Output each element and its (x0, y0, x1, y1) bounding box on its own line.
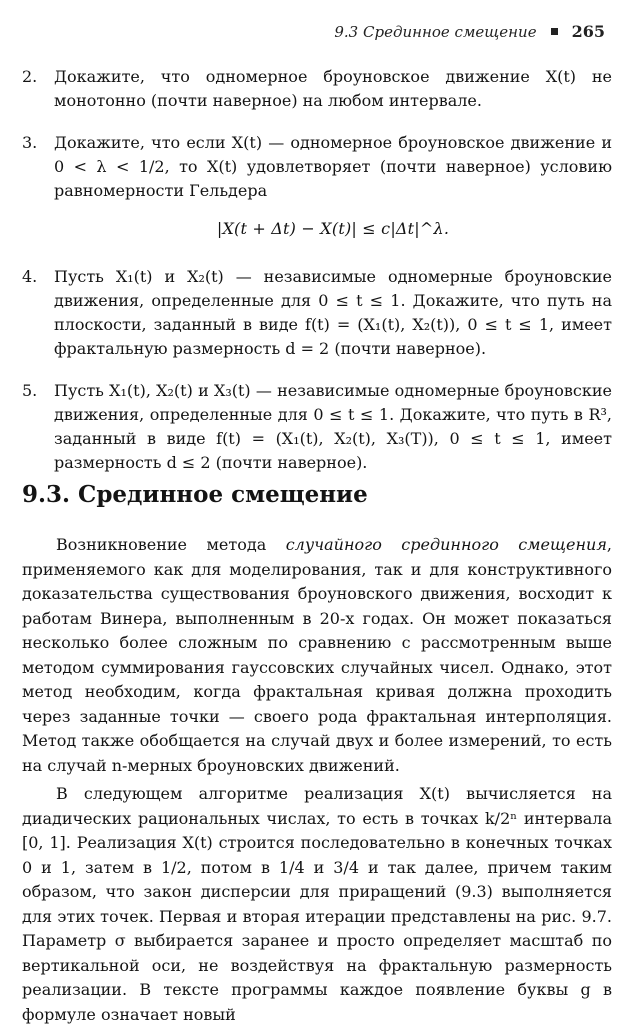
exercise-list (22, 65, 612, 493)
section-heading: 9.3. Срединное смещение (22, 481, 368, 508)
exercise-item (22, 65, 612, 113)
bullet-square-icon (551, 28, 558, 35)
running-header-section: 9.3 Срединное смещение (334, 22, 537, 41)
emphasized-term: случайного срединного смещения (285, 535, 607, 554)
exercise-text: Докажите, что если X(t) — одномерное броуновское движение и 0 < λ < 1/2, то X(t) удовлетворяет (почти наверное) условию равномерности Гельдера (54, 133, 612, 200)
exercise-number: 4. (22, 267, 38, 286)
paragraph-text: , применяемого как для моделирования, так и для конструктивного доказательства существования броуновского движения, восходит к работам Винера, выполненным в 20-х годах. Он может показаться несколько более сложным по сравнению с рассмотренным выше методом суммирования гауссовских случайных чисел. Однако, этот метод необходим, когда фрактальная кривая должна проходить через заданные точки — своего рода фрактальная интерполяция. Метод также обобщается на случай двух и более измерений, то есть на случай n-мерных броуновских движений. (22, 535, 612, 775)
page-number: 265 (571, 22, 605, 41)
exercise-number: 5. (22, 381, 38, 400)
exercise-number: 3. (22, 133, 38, 152)
exercise-text: Докажите, что одномерное броуновское движение X(t) не монотонно (почти наверное) на любом интервале. (54, 67, 612, 110)
section-body (22, 533, 612, 1027)
exercise-item (22, 379, 612, 475)
exercise-text: Пусть X₁(t) и X₂(t) — независимые одномерные броуновские движения, определенные для 0 ≤ t ≤ 1. Докажите, что путь на плоскости, заданный в виде f(t) = (X₁(t), X₂(t)), 0 ≤ t ≤ 1, имеет фрактальную размерность d = 2 (почти наверное). (54, 267, 612, 358)
exercise-item (22, 131, 612, 247)
paragraph-text: Возникновение метода (56, 535, 286, 554)
running-header (334, 22, 605, 41)
exercise-item (22, 265, 612, 361)
exercise-text: Пусть X₁(t), X₂(t) и X₃(t) — независимые одномерные броуновские движения, определенные для 0 ≤ t ≤ 1. Докажите, что путь в R³, заданный в виде f(t) = (X₁(t), X₂(t), X₃(T)), 0 ≤ t ≤ 1, имеет размерность d ≤ 2 (почти наверное). (54, 381, 612, 472)
exercise-number: 2. (22, 67, 38, 86)
paragraph: В следующем алгоритме реализация X(t) вычисляется на диадических рациональных числах, то есть в точках k/2ⁿ интервала [0, 1]. Реализация X(t) строится последовательно в конечных точках 0 и 1, затем в 1/2, потом в 1/4 и 3/4 и так далее, причем таким образом, что закон дисперсии для приращений (9.3) выполняется для этих точек. Первая и вторая итерации представлены на рис. 9.7. Параметр σ выбирается заранее и просто определяет масштаб по вертикальной оси, не воздействуя на фрактальную размерность реализации. В тексте программы каждое появление буквы g в формуле означает новый (22, 784, 612, 1024)
hoelder-formula: |X(t + Δt) − X(t)| ≤ c|Δt|^λ. (216, 219, 450, 238)
paragraph (22, 533, 612, 778)
